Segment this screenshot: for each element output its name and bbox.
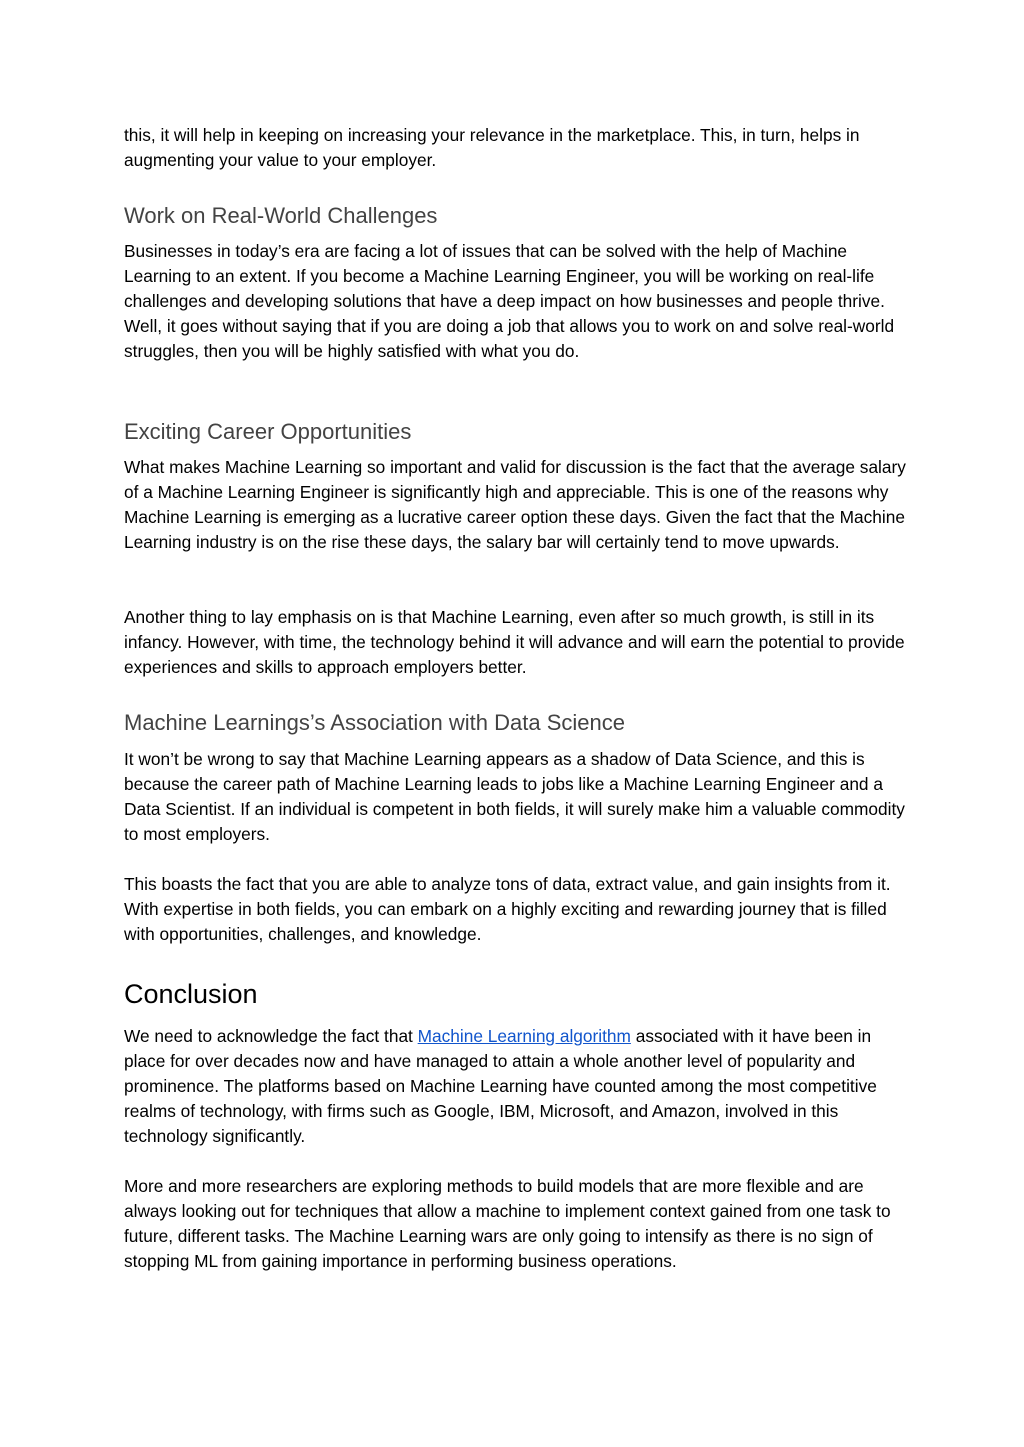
machine-learning-algorithm-link[interactable]: Machine Learning algorithm (417, 1026, 631, 1046)
section-heading-career: Exciting Career Opportunities (124, 419, 412, 444)
conclusion-paragraph-1 (124, 1024, 914, 1149)
section-paragraph-real-world: Businesses in today’s era are facing a lot of issues that can be solved with the help of Machine Learning to an extent. If you become a Machine Learning Engineer, you will be working on real-life challenges and developing solutions that have a deep impact on how businesses and people thrive. Well, it goes without saying that if you are doing a job that allows you to work on and solve real-world struggles, then you will be highly satisfied with what you do. (124, 241, 895, 361)
conclusion-paragraph-2: More and more researchers are exploring methods to build models that are more flexible and are always looking out for techniques that allow a machine to implement context gained from one task to future, different tasks. The Machine Learning wars are only going to intensify as there is no sign of stopping ML from gaining importance in performing business operations. (124, 1176, 891, 1271)
intro-paragraph: this, it will help in keeping on increasing your relevance in the marketplace. This, in turn, helps in augmenting your value to your employer. (124, 125, 860, 170)
section-heading-data-science: Machine Learnings’s Association with Data Science (124, 710, 625, 735)
section-paragraph-data-science-1: It won’t be wrong to say that Machine Learning appears as a shadow of Data Science, and this is because the career path of Machine Learning leads to jobs like a Machine Learning Engineer and a Data Scientist. If an individual is competent in both fields, it will surely make him a valuable commodity to most employers. (124, 749, 905, 844)
section-paragraph-career-2: Another thing to lay emphasis on is that Machine Learning, even after so much growth, is still in its infancy. However, with time, the technology behind it will advance and will earn the potential to provide experiences and skills to approach employers better. (124, 607, 905, 677)
conclusion-text-after-link: associated with it have been in place for over decades now and have managed to attain a whole another level of popularity and prominence. The platforms based on Machine Learning have counted among the most competitive realms of technology, with firms such as Google, IBM, Microsoft, and Amazon, involved in this technology significantly. (124, 1026, 877, 1146)
section-paragraph-career-1: What makes Machine Learning so important and valid for discussion is the fact that the average salary of a Machine Learning Engineer is significantly high and appreciable. This is one of the reasons why Machine Learning is emerging as a lucrative career option these days. Given the fact that the Machine Learning industry is on the rise these days, the salary bar will certainly tend to move upwards. (124, 457, 906, 552)
conclusion-heading: Conclusion (124, 979, 258, 1009)
section-heading-real-world: Work on Real-World Challenges (124, 203, 438, 228)
conclusion-text-before-link: We need to acknowledge the fact that (124, 1026, 418, 1046)
section-paragraph-data-science-2: This boasts the fact that you are able to analyze tons of data, extract value, and gain insights from it. With expertise in both fields, you can embark on a highly exciting and rewarding journey that is filled with opportunities, challenges, and knowledge. (124, 874, 891, 944)
